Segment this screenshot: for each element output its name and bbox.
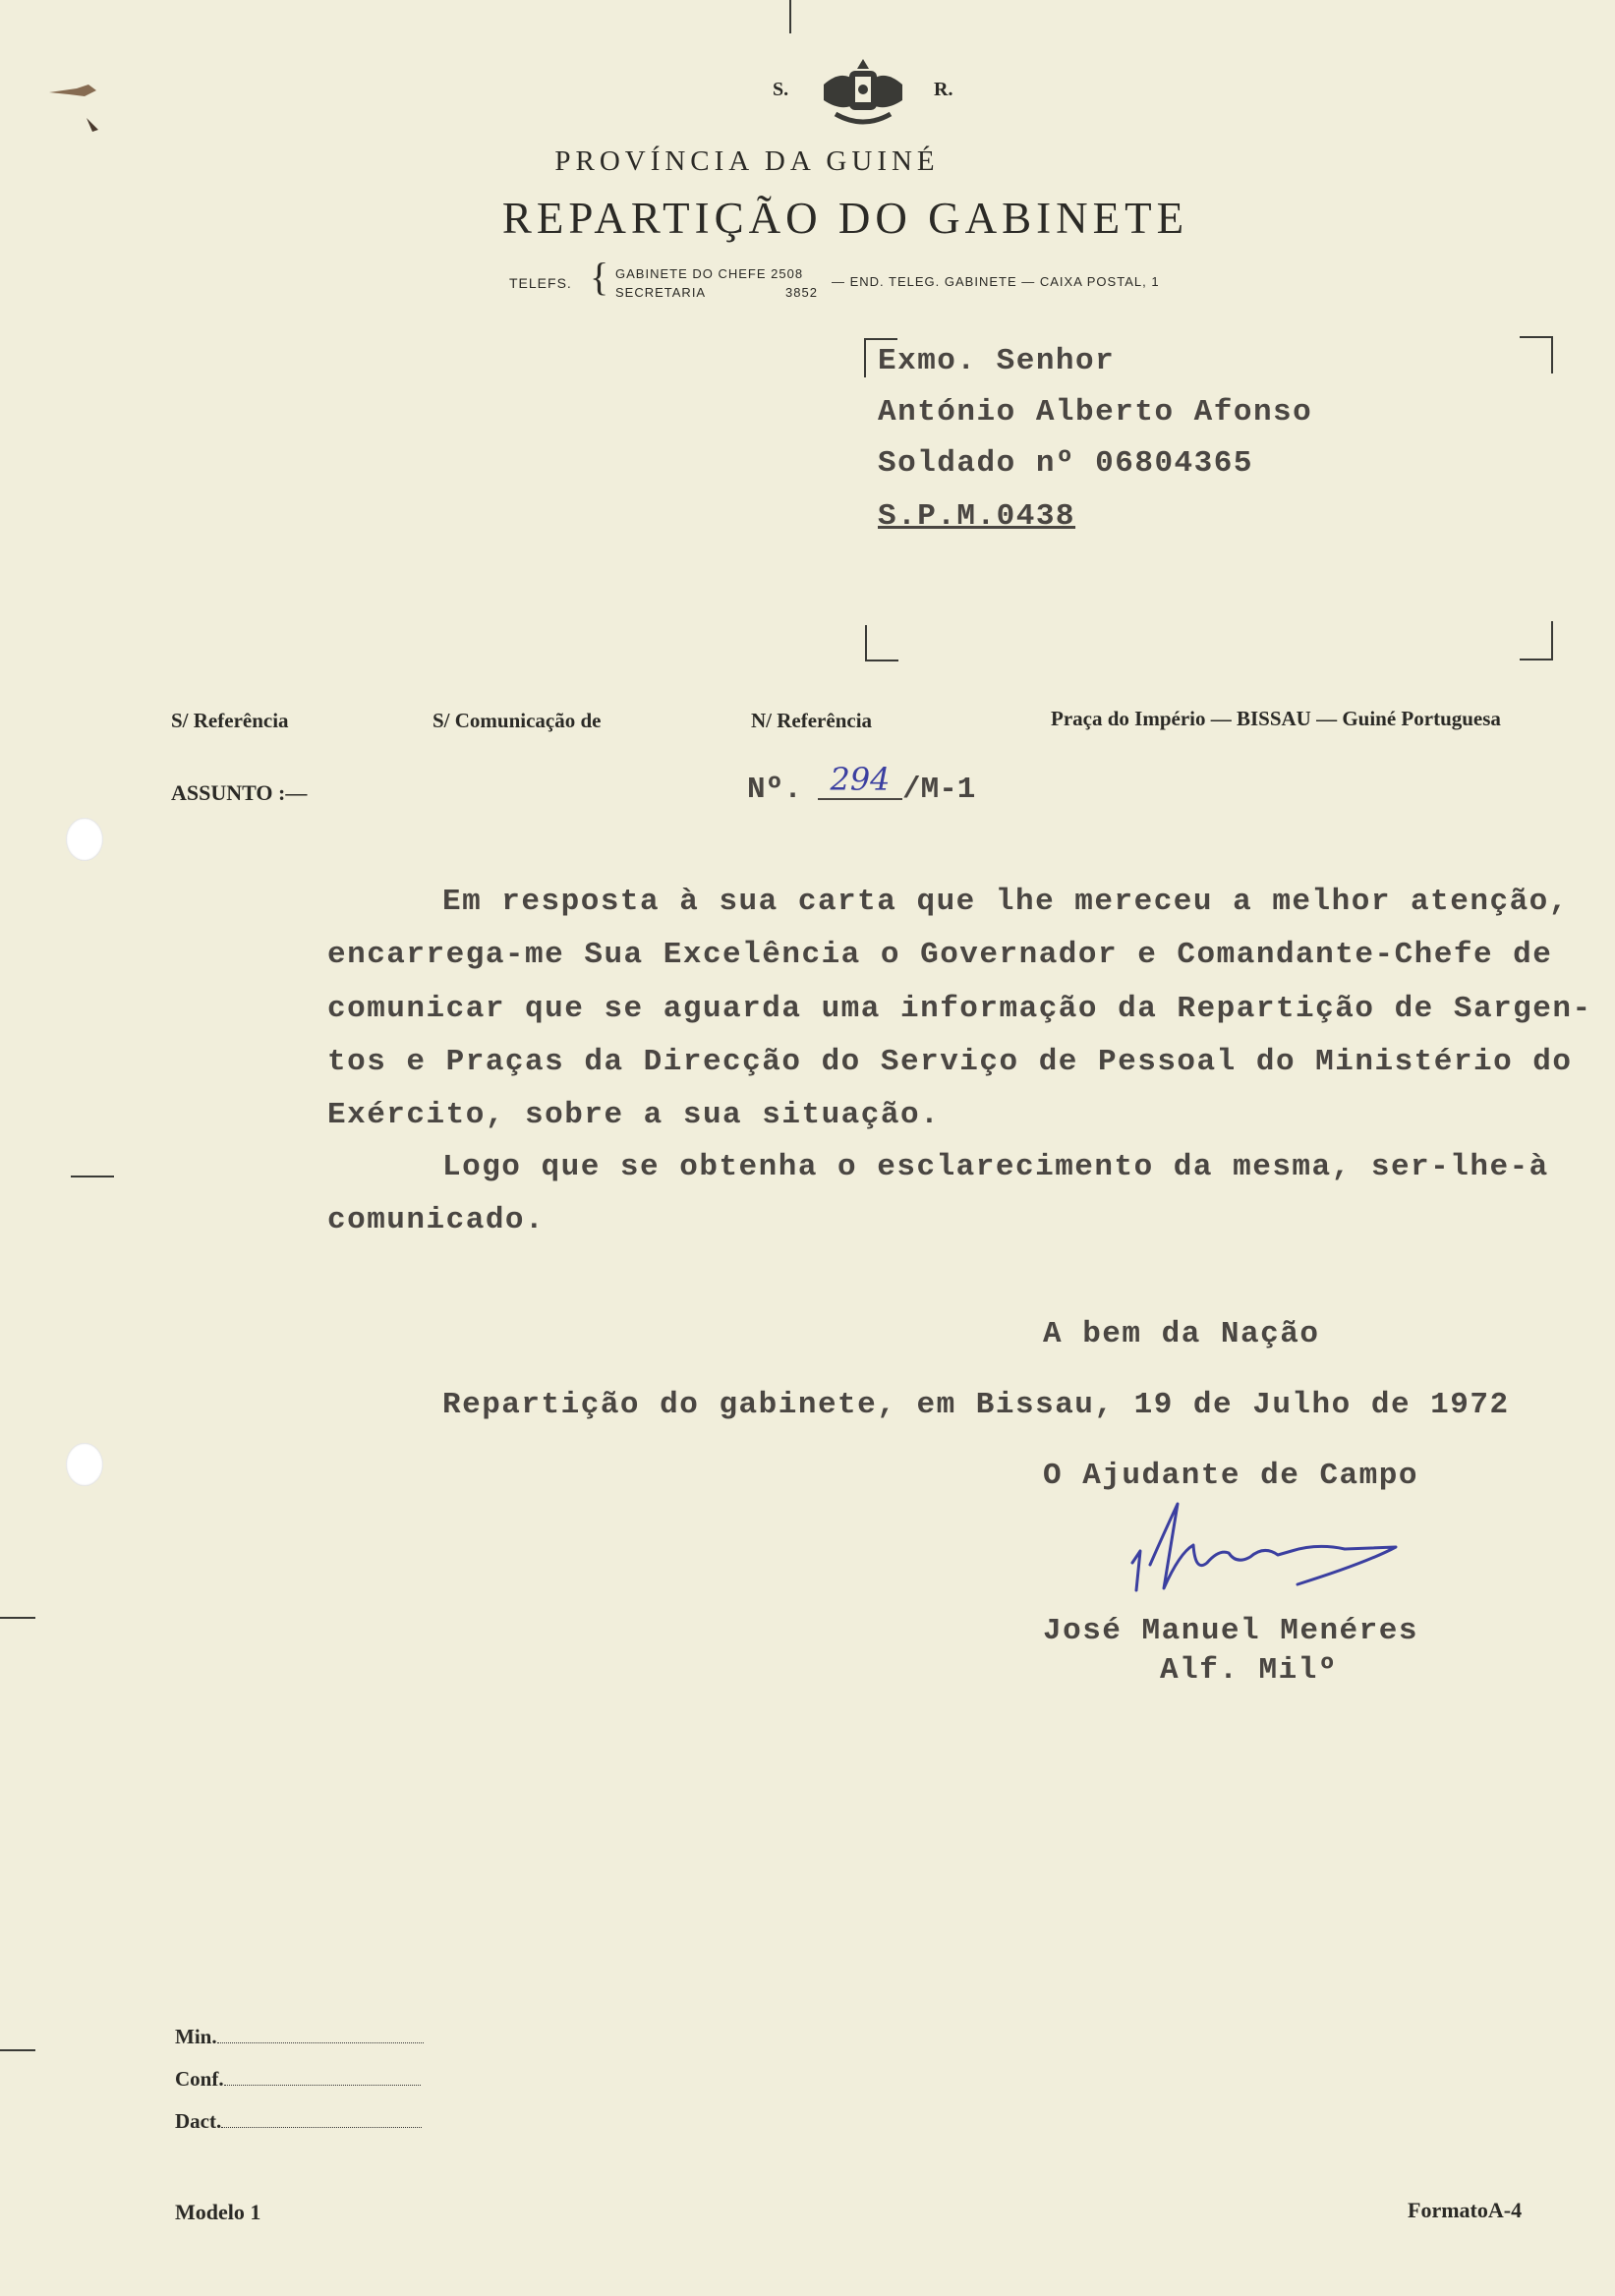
corner-mark-br-v bbox=[1551, 621, 1553, 659]
top-center-mark bbox=[789, 0, 791, 33]
fold-mark bbox=[71, 1176, 114, 1177]
telefs-label: TELEFS. bbox=[509, 275, 572, 291]
model-label: Modelo 1 bbox=[175, 2200, 261, 2224]
s-referencia-label: S/ Referência bbox=[171, 709, 289, 732]
telegraph-line: — END. TELEG. GABINETE — CAIXA POSTAL, 1 bbox=[832, 274, 1160, 289]
s-comunicacao-label: S/ Comunicação de bbox=[433, 709, 602, 732]
recipient-line-3: Soldado nº 06804365 bbox=[878, 446, 1253, 481]
body-line-3: comunicar que se aguarda uma informação da Repartição de Sargen- bbox=[327, 992, 1592, 1026]
department-title: REPARTIÇÃO DO GABINETE bbox=[501, 194, 1189, 243]
corner-mark-bl-h bbox=[865, 660, 898, 661]
min-field bbox=[175, 2025, 424, 2049]
body-line-4: tos e Praças da Direcção do Serviço de Pessoal do Ministério do bbox=[327, 1045, 1573, 1079]
punch-hole-top bbox=[66, 818, 103, 861]
margin-mark-1 bbox=[0, 1617, 35, 1619]
recipient-line-4: S.P.M.0438 bbox=[878, 499, 1076, 534]
corner-mark-tr-v bbox=[1551, 338, 1553, 373]
body-line-6: Logo que se obtenha o esclarecimento da mesma, ser-lhe-à bbox=[442, 1150, 1549, 1184]
dact-field bbox=[175, 2109, 422, 2134]
stain-mark bbox=[47, 79, 126, 118]
recipient-line-1: Exmo. Senhor bbox=[878, 344, 1116, 378]
corner-mark-tr-h bbox=[1520, 336, 1553, 338]
signature bbox=[1121, 1494, 1406, 1612]
body-line-1: Em resposta à sua carta que lhe mereceu a melhor atenção, bbox=[442, 885, 1569, 919]
n-referencia-label: N/ Referência bbox=[751, 709, 873, 732]
corner-mark-br-h bbox=[1520, 659, 1553, 660]
corner-mark-bl-v bbox=[865, 625, 867, 660]
brace-icon: { bbox=[590, 255, 609, 299]
corner-mark-tl-v bbox=[864, 338, 866, 377]
phone-line-2-label: SECRETARIA bbox=[615, 285, 707, 300]
conf-field bbox=[175, 2067, 421, 2092]
place-date: Repartição do gabinete, em Bissau, 19 de Julho de 1972 bbox=[442, 1388, 1510, 1422]
min-label: Min. bbox=[175, 2025, 217, 2048]
body-line-2: encarrega-me Sua Excelência o Governador e Comandante-Chefe de bbox=[327, 938, 1553, 972]
format-label: FormatoA-4 bbox=[1408, 2198, 1523, 2222]
phone-line-1: GABINETE DO CHEFE 2508 bbox=[615, 266, 804, 281]
coat-of-arms-icon bbox=[816, 55, 910, 132]
dact-label: Dact. bbox=[175, 2109, 222, 2133]
recipient-line-2: António Alberto Afonso bbox=[878, 395, 1313, 430]
conf-label: Conf. bbox=[175, 2067, 224, 2091]
margin-mark-2 bbox=[0, 2049, 35, 2051]
signatory-rank: Alf. Milº bbox=[1160, 1653, 1338, 1688]
phone-line-2-number: 3852 bbox=[785, 285, 818, 300]
punch-hole-bottom bbox=[66, 1443, 103, 1486]
signatory-role: O Ajudante de Campo bbox=[1043, 1459, 1418, 1493]
reference-number-suffix: /M-1 bbox=[902, 773, 976, 807]
province-title: PROVÍNCIA DA GUINÉ bbox=[554, 145, 940, 177]
reference-number-handwritten: 294 bbox=[818, 761, 902, 800]
salutation: A bem da Nação bbox=[1043, 1317, 1320, 1351]
body-line-5: Exército, sobre a sua situação. bbox=[327, 1098, 941, 1132]
address-line: Praça do Império — BISSAU — Guiné Portuguesa bbox=[1051, 707, 1501, 730]
signatory-name: José Manuel Menéres bbox=[1043, 1614, 1418, 1648]
sr-left: S. bbox=[773, 79, 789, 100]
body-line-7: comunicado. bbox=[327, 1203, 546, 1237]
reference-number-prefix: Nº. bbox=[747, 773, 802, 807]
subject-label: ASSUNTO :— bbox=[171, 780, 308, 805]
sr-right: R. bbox=[934, 79, 953, 100]
